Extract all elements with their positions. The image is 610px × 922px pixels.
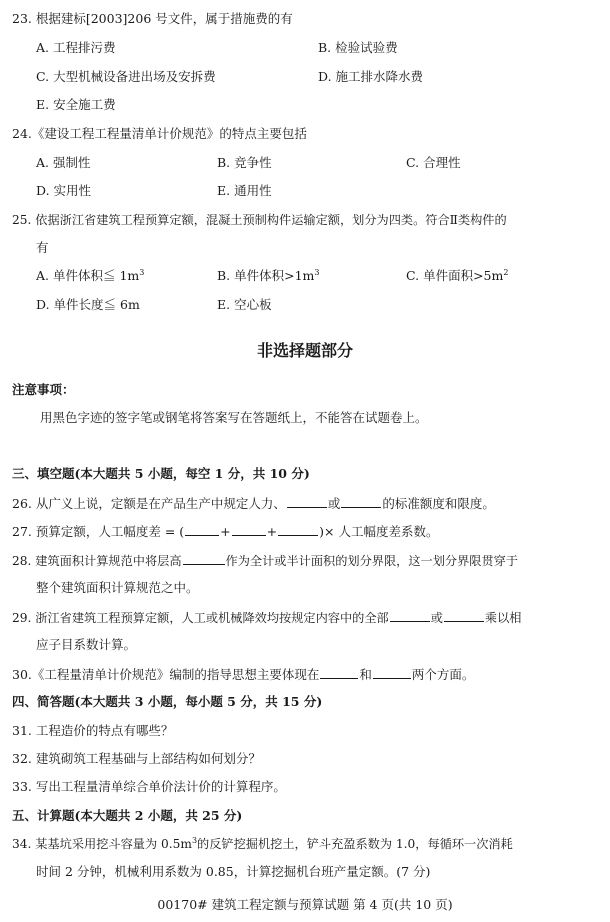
q25-stem: 25. 依据浙江省建筑工程预算定额，混凝土预制构件运输定额，划分为四类。符合Ⅱ类构件的: [12, 213, 507, 227]
q27-blank-3[interactable]: [278, 523, 318, 536]
q29-blank-2[interactable]: [444, 609, 484, 622]
q26-blank-1[interactable]: [287, 495, 327, 508]
q27: 27. 预算定额，人工幅度差 = ( + + )× 人工幅度差系数。: [12, 524, 439, 539]
q34-cont: 时间 2 分钟，机械利用系数为 0.85，计算挖掘机台班产量定额。(7 分): [36, 864, 431, 879]
q25-option-d: D. 单件长度≦ 6m: [36, 297, 140, 312]
q24-option-e: E. 通用性: [217, 183, 272, 198]
q30: 30.《工程量清单计价规范》编制的指导思想主要体现在 和 两个方面。: [12, 667, 475, 682]
notice-body: 用黑色字迹的签字笔或钢笔将答案写在答题纸上，不能答在试题卷上。: [40, 410, 428, 425]
q24-option-b: B. 竞争性: [217, 155, 272, 170]
q25-option-c: C. 单件面积$>5m^2$: [406, 267, 509, 283]
q29-cont: 应子目系数计算。: [36, 637, 137, 652]
q23-option-b: B. 检验试验费: [318, 40, 398, 55]
q24-option-c: C. 合理性: [406, 155, 461, 170]
page-footer: 00170# 建筑工程定额与预算试题 第 4 页(共 10 页): [157, 897, 453, 912]
q30-blank-1[interactable]: [320, 666, 358, 679]
section-title: 非选择题部分: [256, 341, 353, 360]
q25-option-e: E. 空心板: [217, 297, 272, 312]
q28-blank-1[interactable]: [183, 552, 225, 565]
q24-option-a: A. 强制性: [36, 155, 91, 170]
q23-option-e: E. 安全施工费: [36, 97, 116, 112]
q32: 32. 建筑砌筑工程基础与上部结构如何划分？: [12, 751, 261, 766]
q28-cont: 整个建筑面积计算规范之中。: [36, 580, 199, 595]
q33: 33. 写出工程量清单综合单价法计价的计算程序。: [12, 779, 286, 794]
q25-option-b: B. 单件体积$>1m^3$: [217, 267, 320, 283]
q27-blank-2[interactable]: [232, 523, 266, 536]
q24-stem: 24.《建设工程工程量清单计价规范》的特点主要包括: [12, 126, 307, 141]
q28: 28. 建筑面积计算规范中将层高 作为全计或半计面积的划分界限，这一划分界限贯穿于: [12, 554, 519, 568]
part4-heading: 四、简答题(本大题共 3 小题，每小题 5 分，共 15 分): [12, 694, 323, 709]
q27-blank-1[interactable]: [185, 523, 219, 536]
q31: 31. 工程造价的特点有哪些？: [12, 723, 174, 738]
q23-option-a: A. 工程排污费: [36, 40, 116, 55]
q25-stem-cont: 有: [36, 240, 49, 255]
q26: 26. 从广义上说，定额是在产品生产中规定人力、 或 的标准额度和限度。: [12, 496, 495, 511]
q26-blank-2[interactable]: [341, 495, 381, 508]
part3-heading: 三、填空题(本大题共 5 小题，每空 1 分，共 10 分): [12, 466, 310, 481]
q25-option-a: A. 单件体积≦ $1m^3$: [36, 267, 145, 283]
q23-option-d: D. 施工排水降水费: [318, 69, 424, 84]
part5-heading: 五、计算题(本大题共 2 小题，共 25 分): [12, 808, 243, 823]
q23-stem: 23. 根据建标[2003]206 号文件，属于措施费的有: [12, 11, 293, 26]
q30-blank-2[interactable]: [373, 666, 411, 679]
notice-heading: 注意事项：: [12, 382, 75, 397]
q29-blank-1[interactable]: [390, 609, 430, 622]
q29: 29. 浙江省建筑工程预算定额，人工或机械降效均按规定内容中的全部 或 乘以相: [12, 611, 522, 625]
q34: 34. 某基坑采用挖斗容量为 $0.5m^3$的反铲挖掘机挖土，铲斗充盈系数为 1.0，每循环一次消耗: [12, 835, 513, 851]
q24-option-d: D. 实用性: [36, 183, 92, 198]
q23-option-c: C. 大型机械设备进出场及安拆费: [36, 69, 216, 84]
